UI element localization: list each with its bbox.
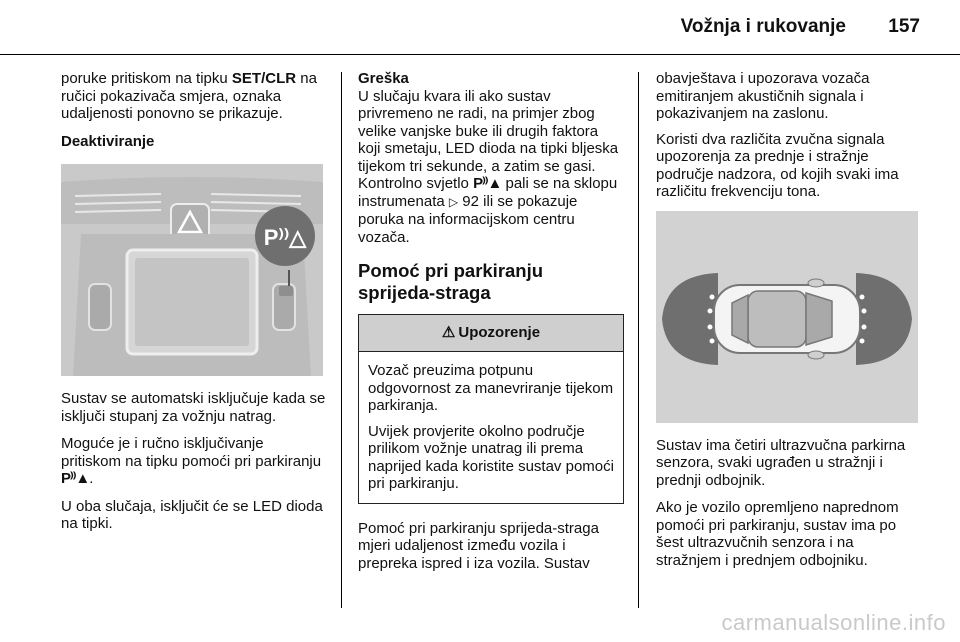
page-header-title: Vožnja i rukovanje [680, 16, 846, 37]
column-divider [341, 72, 342, 608]
warning-title: Upozorenje [458, 324, 541, 342]
dashboard-button-figure [61, 164, 323, 376]
paragraph: Ako je vozilo opremljeno naprednom pomoći pri parkiranju, sustav ima po šest ultrazvučnih senzora i na stražnjem i prednjem odbojniku. [656, 499, 899, 569]
paragraph: Pomoć pri parkiranju sprijeda-straga mjeri udaljenost između vozila i prepreka ispred i iza vozila. Sustav [358, 519, 599, 572]
sensor-coverage-figure [656, 211, 918, 423]
warning-text: Uvijek provjerite okolno područje prilikom vožnje unatrag ili prema naprijed kada koristite sustav pomoći pri parkiranju. [368, 422, 614, 492]
paragraph: U oba slučaja, isključit će se LED dioda na tipki. [61, 497, 323, 532]
error-heading: Greška [358, 70, 409, 87]
warning-header [359, 315, 623, 352]
parking-assist-icon: P⁾⁾▲ [61, 470, 90, 487]
paragraph: obavještava i upozorava vozača emitiranjem akustičnih signala i pokazivanjem na zaslonu. [656, 70, 870, 122]
paragraph: Sustav ima četiri ultrazvučna parkirna senzora, svaki ugrađen u stražnji i prednji odbojnik. [656, 436, 906, 489]
warning-box [358, 314, 624, 504]
warning-text: Vozač preuzima potpunu odgovornost za manevriranje tijekom parkiranja. [368, 362, 614, 414]
cross-reference-page: 92 [458, 192, 479, 210]
paragraph: Moguće je i ručno isključivanje pritiskom na tipku pomoći pri parkiranju P⁾⁾▲. [61, 435, 322, 487]
column-right [656, 70, 922, 579]
key-label: SET/CLR [231, 70, 297, 87]
column-left [61, 70, 326, 543]
paragraph: Koristi dva različita zvučna signala upozorenja za prednje i stražnje područje nadzora, od kojih svaki ima različitu frekvenciju tona. [656, 130, 899, 200]
paragraph: poruke pritiskom na tipku SET/CLR na ručici pokazivača smjera, oznaka udaljenosti ponovno se prikazuje. [61, 70, 317, 122]
parking-assist-badge-label: P⁾⁾△ [263, 225, 307, 250]
subheading-deactivation: Deaktiviranje [61, 132, 155, 150]
page-number: 157 [888, 16, 920, 37]
paragraph: U slučaju kvara ili ako sustav privremeno ne radi, na primjer zbog velike vanjske buke ili drugih faktora koji smetaju, LED dioda na tipki bljeska tijekom tri sekunde, a zatim se gasi. Kontrolno svjetlo P⁾⁾▲ pali se na sklopu instrumenata ▷ 92 ili se pokazuje poruka na informacijskom centru vozača. [358, 87, 619, 246]
column-divider [638, 72, 639, 608]
header-divider [0, 54, 960, 55]
column-middle [358, 70, 624, 582]
section-title: Pomoć pri parkiranju sprijeda-straga [358, 260, 544, 303]
watermark: carmanualsonline.info [721, 610, 946, 635]
warning-icon: ⚠ [441, 324, 456, 342]
paragraph: Sustav se automatski isključuje kada se isključi stupanj za vožnju natrag. [61, 390, 326, 425]
parking-assist-icon: P⁾⁾▲ [473, 175, 502, 192]
cross-reference-icon: ▷ [448, 194, 459, 209]
